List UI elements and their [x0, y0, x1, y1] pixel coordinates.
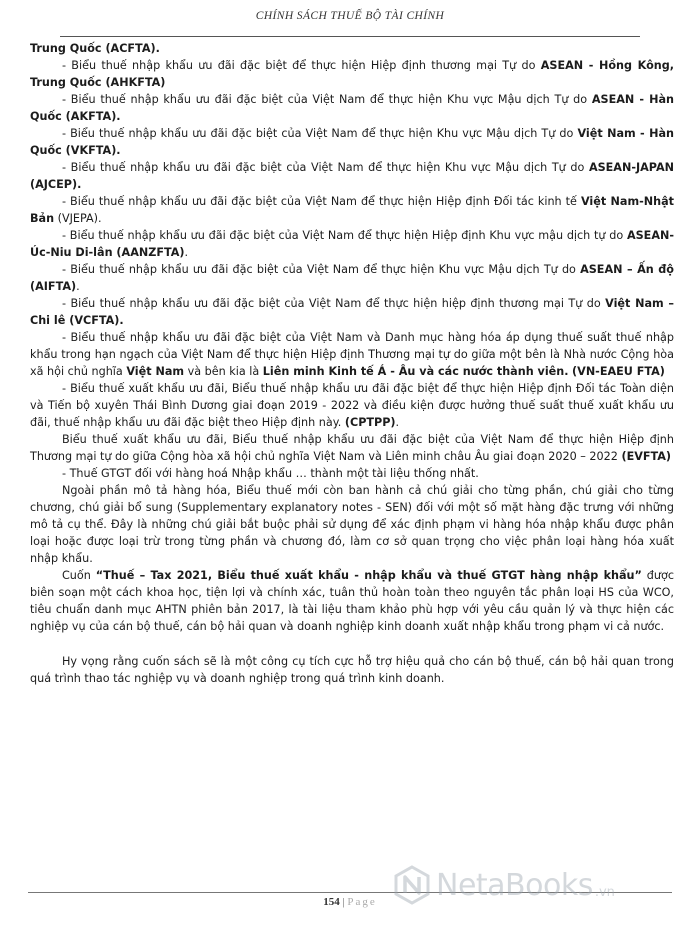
- p10-text: - Biểu thuế nhập khẩu ưu đãi đặc biệt của Việt Nam và Danh mục hàng hóa áp dụng thuế suất thuế nhập khẩu trong hạn ngạch của Việt Nam để thực hiện Hiệp định Thương mại tự do giữa một bên là Nhà nước Cộng hòa xã hội chủ nghĩa: [30, 331, 674, 378]
- page-label: Page: [347, 896, 377, 908]
- p8-text: - Biểu thuế nhập khẩu ưu đãi đặc biệt của Việt Nam để thực hiện Khu vực Mậu dịch Tự do: [62, 263, 581, 276]
- paragraph-3: [30, 91, 674, 125]
- header-title: CHÍNH SÁCH THUẾ BỘ TÀI CHÍNH: [255, 10, 445, 22]
- paragraph-16: [30, 653, 674, 687]
- watermark-suffix: .vn: [594, 885, 615, 900]
- paragraph-12: [30, 431, 674, 465]
- p3-bold: ASEAN - Hàn Quốc (AKFTA).: [30, 93, 674, 123]
- p9-text: - Biểu thuế nhập khẩu ưu đãi đặc biệt của Việt Nam để thực hiện hiệp định thương mại Tự do: [62, 297, 606, 310]
- p2-text: - Biểu thuế nhập khẩu ưu đãi đặc biệt để thực hiện Hiệp định thương mại Tự do: [62, 59, 541, 72]
- p15-text-2: được biên soạn một cách khoa học, tiện lợi và chính xác, tuân thủ hoàn toàn theo nguyên tắc phân loại HS của WCO, tiêu chuẩn danh mục AHTN phiên bản 2017, là tài liệu tham khảo phù hợp với yêu cầu quản lý và thực hiện các nghiệp vụ của cán bộ thuế, cán bộ hải quan và doanh nghiệp kinh doanh xuất nhập khẩu trong phạm vi cả nước.: [30, 569, 674, 633]
- p2-bold: ASEAN - Hồng Kông, Trung Quốc (AHKFTA): [30, 59, 674, 89]
- page-footer: [28, 892, 672, 918]
- p9-bold: Việt Nam – Chi lê (VCFTA).: [30, 297, 674, 327]
- p10-bold: Việt Nam: [126, 365, 185, 378]
- p7-bold: ASEAN-Úc-Niu Di-lân (AANZFTA): [30, 229, 674, 259]
- paragraph-9: [30, 295, 674, 329]
- paragraph-1: [30, 40, 674, 57]
- p11-bold: (CPTPP): [344, 416, 396, 429]
- p10-text-2: và bên kia là: [184, 365, 263, 378]
- p10-bold-2: Liên minh Kinh tế Á - Âu và các nước thành viên.: [262, 365, 569, 378]
- p10-bold-3: (VN-EAEU FTA): [572, 365, 665, 378]
- page-number: 154: [323, 896, 340, 908]
- p6-text: - Biểu thuế nhập khẩu ưu đãi đặc biệt của Việt Nam để thực hiện Hiệp định Đối tác kinh tế: [62, 195, 581, 208]
- paragraph-2: [30, 57, 674, 91]
- footer-separator: |: [342, 896, 345, 908]
- paragraph-7: [30, 227, 674, 261]
- paragraph-8: [30, 261, 674, 295]
- paragraph-4: [30, 125, 674, 159]
- paragraph-11: [30, 380, 674, 431]
- running-header: [60, 10, 640, 37]
- p3-text: - Biểu thuế nhập khẩu ưu đãi đặc biệt của Việt Nam để thực hiện Khu vực Mậu dịch Tự do: [62, 93, 592, 106]
- p5-bold: ASEAN-JAPAN (AJCEP).: [30, 161, 674, 191]
- p8-text-2: .: [76, 280, 80, 293]
- p11-text-2: .: [395, 416, 400, 429]
- paragraph-13: [30, 465, 674, 482]
- document-body: [30, 40, 674, 687]
- p1-bold: Trung Quốc (ACFTA).: [30, 42, 160, 55]
- paragraph-10: [30, 329, 674, 380]
- p7-text-2: .: [184, 246, 189, 259]
- paragraph-6: [30, 193, 674, 227]
- p4-bold: Việt Nam - Hàn Quốc (VKFTA).: [30, 127, 674, 157]
- watermark-text: NetaBooks: [436, 867, 593, 903]
- p14-text: Ngoài phần mô tả hàng hóa, Biểu thuế mới còn ban hành cả chú giải cho từng phần, chú giải cho từng chương, chú giải bổ sung (Supplementary explanatory notes - SEN) đối với một số mặt hàng đặc trưng với những mô tả cụ thể. Đây là những chú giải bắt buộc phải sử dụng để xác định phạm vi hàng hóa nhập khẩu được phân loại hoặc được loại trừ trong từng phần và chương đó, làm cơ sở quan trọng cho việc phân loại hàng hóa xuất nhập khẩu.: [30, 484, 674, 565]
- p12-text: Biểu thuế xuất khẩu ưu đãi, Biểu thuế nhập khẩu ưu đãi đặc biệt của Việt Nam để thực hiện Hiệp định Thương mại tự do giữa Cộng hòa xã hội chủ nghĩa Việt Nam và Liên minh châu Âu giai đoạn 2020 – 2022: [30, 433, 674, 463]
- p16-text: Hy vọng rằng cuốn sách sẽ là một công cụ tích cực hỗ trợ hiệu quả cho cán bộ thuế, cán bộ hải quan trong quá trình thao tác nghiệp vụ và doanh nghiệp trong quá trình kinh doanh.: [30, 655, 674, 685]
- p11-text: - Biểu thuế xuất khẩu ưu đãi, Biểu thuế nhập khẩu ưu đãi đặc biệt để thực hiện Hiệp định Đối tác Toàn diện và Tiến bộ xuyên Thái Bình Dương giai đoạn 2019 - 2022 và điều kiện được hưởng thuế suất thuế xuất khẩu ưu đãi, thuế nhập khẩu ưu đãi đặc biệt theo Hiệp định này.: [30, 382, 674, 429]
- p15-bold: “Thuế – Tax 2021, Biểu thuế xuất khẩu - nhập khẩu và thuế GTGT hàng nhập khẩu”: [95, 569, 642, 582]
- p5-text: - Biểu thuế nhập khẩu ưu đãi đặc biệt của Việt Nam để thực hiện Khu vực Mậu dịch Tự do: [62, 161, 589, 174]
- paragraph-15: [30, 567, 674, 635]
- p7-text: - Biểu thuế nhập khẩu ưu đãi đặc biệt của Việt Nam để thực hiện Hiệp định Khu vực mậu dịch tự do: [62, 229, 627, 242]
- p15-text: Cuốn: [62, 569, 96, 582]
- p6-bold: Việt Nam-Nhật Bản: [30, 195, 674, 225]
- p12-bold: (EVFTA): [621, 450, 672, 463]
- p4-text: - Biểu thuế nhập khẩu ưu đãi đặc biệt của Việt Nam để thực hiện Khu vực Mậu dịch Tự do: [62, 127, 578, 140]
- paragraph-5: [30, 159, 674, 193]
- p6-text-2: (VJEPA).: [54, 212, 102, 225]
- paragraph-14: [30, 482, 674, 567]
- p8-bold: ASEAN – Ấn độ (AIFTA): [30, 263, 674, 293]
- p13-text: - Thuế GTGT đối với hàng hoá Nhập khẩu … thành một tài liệu thống nhất.: [62, 467, 479, 480]
